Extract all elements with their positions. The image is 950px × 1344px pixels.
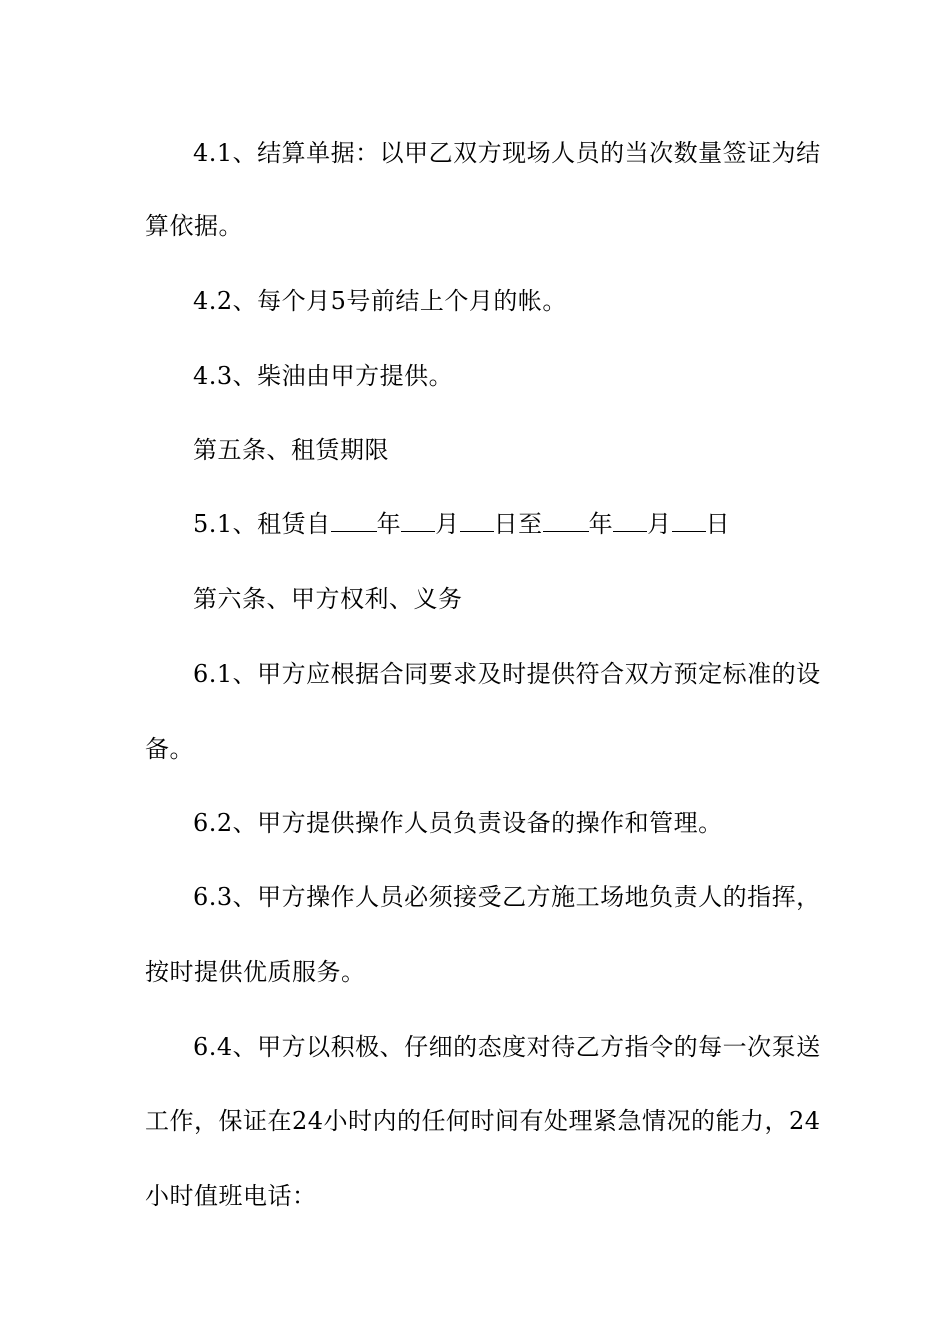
clause-6-1-line-1: 6.1、甲方应根据合同要求及时提供符合双方预定标准的设 xyxy=(193,660,821,688)
blank-month-start[interactable] xyxy=(401,509,435,532)
label-month-end: 月 xyxy=(647,510,672,538)
blank-year-start[interactable] xyxy=(331,509,377,532)
label-day-start: 日至 xyxy=(493,510,543,538)
clause-6-4-line-3: 小时值班电话： xyxy=(145,1182,317,1210)
clause-5-1 xyxy=(193,508,730,540)
label-day-end: 日 xyxy=(705,510,731,538)
clause-6-3-line-2: 按时提供优质服务。 xyxy=(145,958,366,986)
label-year-end: 年 xyxy=(588,510,614,538)
clause-6-1-line-2: 备。 xyxy=(145,735,194,763)
clause-4-3: 4.3、柴油由甲方提供。 xyxy=(193,362,454,390)
blank-year-end[interactable] xyxy=(543,509,589,532)
blank-month-end[interactable] xyxy=(613,509,647,532)
clause-6-2: 6.2、甲方提供操作人员负责设备的操作和管理。 xyxy=(193,809,723,837)
blank-day-end[interactable] xyxy=(672,509,706,532)
clause-6-4-line-1: 6.4、甲方以积极、仔细的态度对待乙方指令的每一次泵送 xyxy=(193,1033,821,1061)
article-5-heading: 第五条、租赁期限 xyxy=(193,436,389,464)
blank-day-start[interactable] xyxy=(460,509,494,532)
clause-4-1-line-1: 4.1、结算单据：以甲乙双方现场人员的当次数量签证为结 xyxy=(193,139,821,167)
article-6-heading: 第六条、甲方权利、义务 xyxy=(193,585,463,613)
clause-4-1-line-2: 算依据。 xyxy=(145,212,243,240)
clause-6-4-line-2: 工作，保证在24小时内的任何时间有处理紧急情况的能力，24 xyxy=(145,1107,821,1135)
clause-4-2: 4.2、每个月5号前结上个月的帐。 xyxy=(193,287,567,315)
label-year-start: 年 xyxy=(376,510,402,538)
clause-5-1-prefix: 5.1、租赁自 xyxy=(193,510,331,538)
label-month-start: 月 xyxy=(435,510,460,538)
clause-6-3-line-1: 6.3、甲方操作人员必须接受乙方施工场地负责人的指挥， xyxy=(193,883,821,911)
